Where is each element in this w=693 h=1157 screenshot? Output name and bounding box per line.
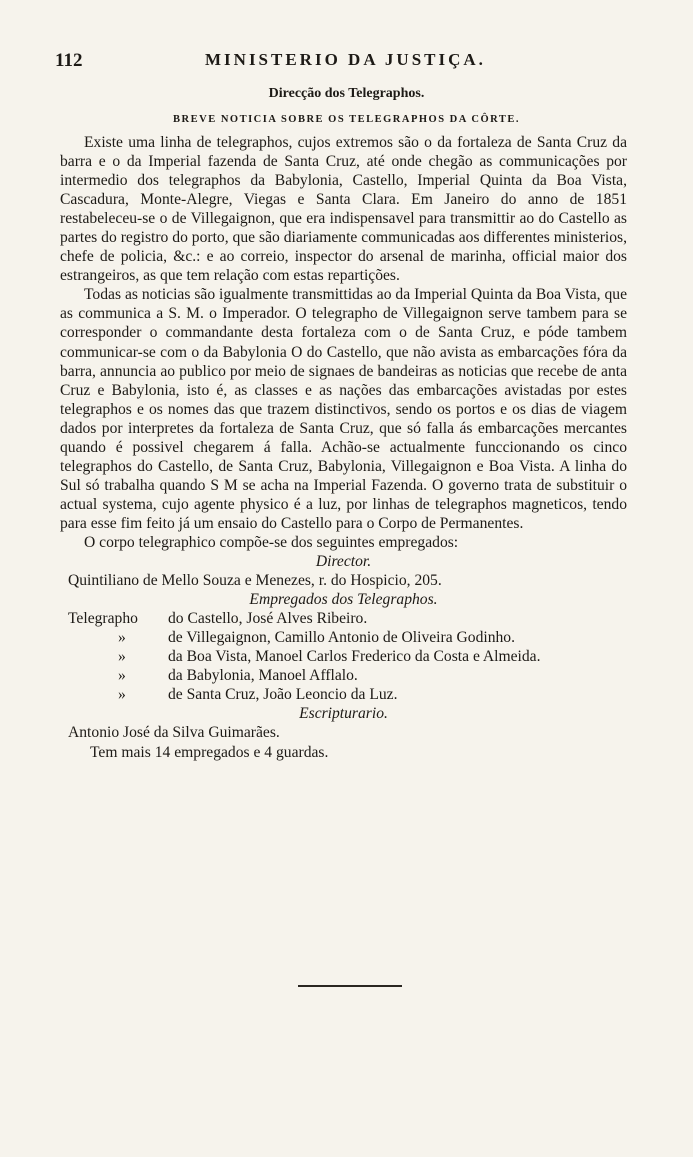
employee-row (68, 628, 627, 647)
employee-row (68, 647, 627, 666)
subsection-title: BREVE NOTICIA SOBRE OS TELEGRAPHOS DA CÔRTE. (173, 114, 520, 125)
employee-prefix: Telegrapho (68, 610, 138, 628)
employee-station: da Boa Vista, Manoel Carlos Frederico da Costa e Almeida. (168, 648, 541, 666)
employee-station: da Babylonia, Manoel Afflalo. (168, 667, 358, 685)
ditto-mark: » (118, 686, 126, 704)
employee-station: do Castello, José Alves Ribeiro. (168, 610, 368, 628)
end-rule (298, 985, 402, 987)
employee-row (68, 666, 627, 685)
page-body (60, 133, 627, 762)
employee-row (68, 685, 627, 704)
ditto-mark: » (118, 648, 126, 666)
director-heading: Director. (315, 553, 372, 571)
ditto-mark: » (118, 667, 126, 685)
paragraph-staff-intro: O corpo telegraphico compõe-se dos seguintes empregados: (84, 533, 459, 551)
closing-block (60, 723, 627, 761)
running-title: MINISTERIO DA JUSTIÇA. (205, 50, 486, 69)
running-header (55, 50, 625, 76)
clerk-entry: Antonio José da Silva Guimarães. (68, 724, 280, 742)
employees-list (60, 609, 627, 704)
paragraph-telegraph-line: Existe uma linha de telegraphos, cujos extremos são o da fortaleza de Santa Cruz da barra e o da Imperial fazenda de Santa Cruz, até onde chegão as communicações por intermedio dos telegraphos da Babylonia, Castello, Imperial Quinta da Boa Vista, Cascadura, Monte-Alegre, Viegas e Santa Clara. Em Janeiro do anno de 1851 restabeleceu-se o de Villegaignon, que era indispensavel para transmittir ao do Castello as partes do registro do porto, que são diariamente communicadas aos differentes ministerios, chefe de policia, &c.: e ao correio, inspector do arsenal de marinha, official maior dos estrangeiros, as que tem relação com estas repartições. (60, 134, 627, 285)
employees-heading: Empregados dos Telegraphos. (249, 591, 438, 609)
clerk-heading: Escripturario. (299, 705, 388, 723)
employee-station: de Santa Cruz, João Leoncio da Luz. (168, 686, 398, 704)
closing-note: Tem mais 14 empregados e 4 guardas. (90, 743, 329, 761)
section-title: Direcção dos Telegraphos. (268, 86, 425, 101)
page-number: 112 (55, 50, 83, 71)
employee-station: de Villegaignon, Camillo Antonio de Oliveira Godinho. (168, 629, 515, 647)
paragraph-news-transmission: Todas as noticias são igualmente transmittidas ao da Imperial Quinta da Boa Vista, que as communica a S. M. o Imperador. O telegrapho de Villegaignon serve tambem para se corresponder o commandante desta fortaleza com o de Santa Cruz, e póde tambem communicar-se com o da Babylonia O do Castello, que não avista as embarcações fóra da barra, annuncia ao publico por meio de signaes de bandeiras as noticias que recebe de anta Cruz e Babylonia, isto é, as classes e as nações das embarcações avistadas por estes telegraphos e os nomes das que trazem distinctivos, sendo os portos e os dias de viagem dados por interpretes da fortaleza de Santa Cruz, que só falla ás embarcações mercantes quando é possivel chegarem á falla. Achão-se actualmente funccionando os cinco telegraphos do Castello, de Santa Cruz, Babylonia, Villegaignon e Boa Vista. A linha do Sul só trabalha quando S M se acha na Imperial Fazenda. O governo trata de substituir o actual systema, cujo agente physico é a luz, por linhas de telegraphos magneticos, tendo para esse fim feito já um ensaio do Castello para o Corpo de Permanentes. (60, 286, 627, 532)
employee-row (68, 609, 627, 628)
ditto-mark: » (118, 629, 126, 647)
director-entry: Quintiliano de Mello Souza e Menezes, r. do Hospicio, 205. (68, 572, 442, 590)
